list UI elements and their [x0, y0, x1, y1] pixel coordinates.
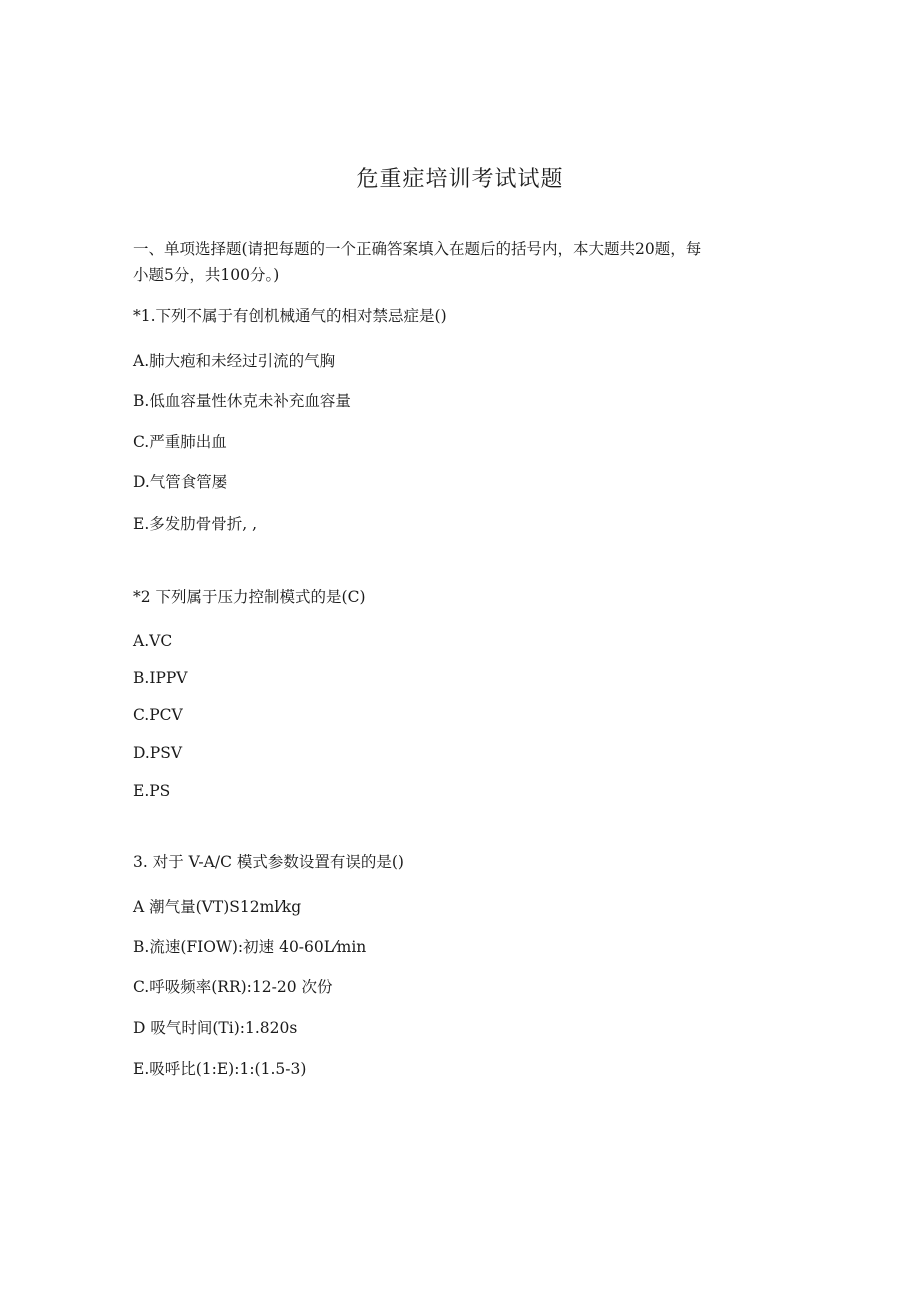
question-2-option-a: A.VC: [133, 632, 173, 650]
question-1-option-d: D.气管食管屡: [133, 473, 228, 491]
question-1-option-a: A.肺大疱和未经过引流的气胸: [133, 352, 336, 370]
section-header-line-1: 一、单项选择题(请把每题的一个正确答案填入在题后的括号内，本大题共20题，每: [133, 240, 702, 258]
question-2-option-c: C.PCV: [133, 706, 183, 724]
question-3-option-e: E.吸呼比(1:E):1:(1.5-3): [133, 1060, 307, 1078]
question-1-option-e: E.多发肋骨骨折, ,: [133, 515, 258, 533]
question-2-option-e: E.PS: [133, 782, 171, 800]
question-3-option-c: C.呼吸频率(RR):12-20 次份: [133, 978, 333, 996]
question-1-stem: *1.下列不属于有创机械通气的相对禁忌症是(): [133, 307, 447, 325]
question-1-option-b: B.低血容量性休克未补充血容量: [133, 392, 351, 410]
question-2-stem: *2 下列属于压力控制模式的是(C): [133, 588, 366, 606]
question-3-stem: 3. 对于 V-A/C 模式参数设置有误的是(): [133, 853, 404, 871]
question-2-option-d: D.PSV: [133, 744, 183, 762]
question-3-option-d: D 吸气时间(Ti):1.820s: [133, 1019, 298, 1037]
page-title: 危重症培训考试试题: [356, 167, 564, 192]
question-2-option-b: B.IPPV: [133, 669, 188, 687]
question-3-option-b: B.流速(FIOW):初速 40-60L⁄min: [133, 938, 367, 956]
section-header-line-2: 小题5分，共100分。): [133, 266, 280, 284]
section-instructions: [133, 236, 773, 288]
question-3-option-a: A 潮气量(VT)S12ml⁄kg: [133, 898, 302, 916]
question-1-option-c: C.严重肺出血: [133, 433, 227, 451]
